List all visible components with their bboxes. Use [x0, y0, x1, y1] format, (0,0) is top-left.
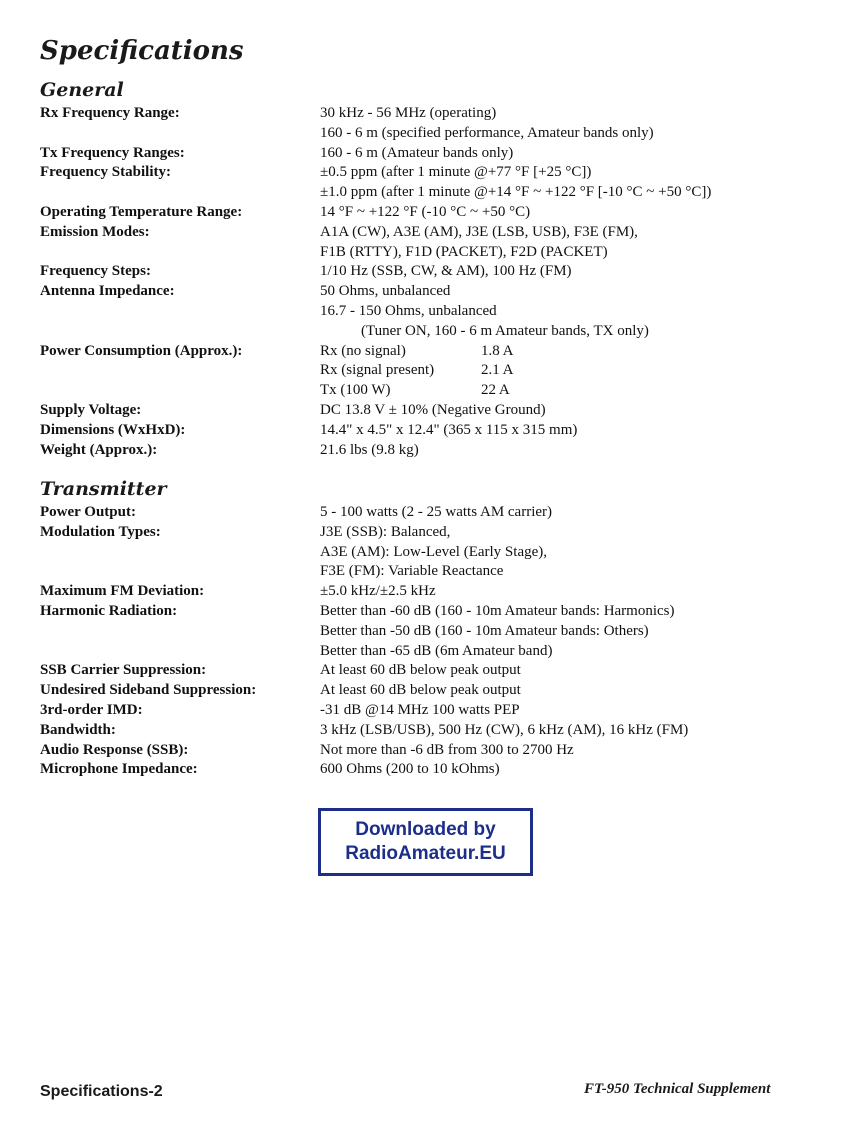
spec-row — [40, 421, 820, 441]
spec-value — [320, 342, 514, 401]
spec-row — [40, 741, 820, 761]
footer-page-label: Specifications-2 — [40, 1083, 163, 1100]
footer-document-title: FT-950 Technical Supplement — [584, 1081, 771, 1097]
power-condition: Rx (no signal) — [320, 342, 406, 359]
power-consumption-item — [320, 361, 514, 381]
stamp-line-2: RadioAmateur.EU — [345, 843, 506, 864]
spec-value-line: 1/10 Hz (SSB, CW, & AM), 100 Hz (FM) — [320, 263, 572, 280]
spec-row — [40, 203, 820, 223]
spec-value — [320, 441, 419, 461]
section-heading-transmitter: Transmitter — [40, 478, 167, 500]
spec-row — [40, 681, 820, 701]
spec-value — [320, 104, 654, 144]
spec-value — [320, 602, 675, 661]
spec-value-line: 160 - 6 m (Amateur bands only) — [320, 144, 514, 161]
spec-row — [40, 760, 820, 780]
spec-label: Audio Response (SSB): — [40, 741, 189, 758]
spec-row — [40, 441, 820, 461]
spec-label: Undesired Sideband Suppression: — [40, 682, 257, 699]
spec-row — [40, 661, 820, 681]
spec-value-line: At least 60 dB below peak output — [320, 682, 521, 699]
spec-row — [40, 523, 820, 582]
spec-value — [320, 203, 530, 223]
spec-row — [40, 262, 820, 282]
spec-label: Power Output: — [40, 504, 136, 520]
spec-value — [320, 223, 638, 263]
spec-label: Frequency Stability: — [40, 164, 171, 181]
power-consumption-item — [320, 381, 514, 401]
spec-value-line: ±1.0 ppm (after 1 minute @+14 °F ~ +122 °F [-10 °C ~ +50 °C]) — [320, 184, 712, 201]
spec-row — [40, 401, 820, 421]
spec-row — [40, 602, 820, 661]
spec-value-line: 50 Ohms, unbalanced — [320, 283, 451, 300]
general-spec-list — [40, 104, 820, 460]
spec-value-line: DC 13.8 V ± 10% (Negative Ground) — [320, 401, 546, 418]
spec-label: Emission Modes: — [40, 223, 150, 240]
spec-row — [40, 503, 820, 523]
spec-row — [40, 721, 820, 741]
spec-value-line: 3 kHz (LSB/USB), 500 Hz (CW), 6 kHz (AM), 16 kHz (FM) — [320, 721, 689, 738]
spec-value-line: A1A (CW), A3E (AM), J3E (LSB, USB), F3E (FM), — [320, 223, 638, 240]
spec-label: Microphone Impedance: — [40, 761, 198, 778]
spec-row — [40, 144, 820, 164]
spec-value-line: At least 60 dB below peak output — [320, 662, 521, 679]
spec-value — [320, 721, 688, 741]
spec-value — [320, 282, 649, 341]
spec-row — [40, 223, 820, 263]
spec-value — [320, 144, 513, 164]
spec-value-line: ±0.5 ppm (after 1 minute @+77 °F [+25 °C]) — [320, 164, 592, 181]
spec-label: Weight (Approx.): — [40, 441, 158, 458]
stamp-line-1: Downloaded by — [355, 819, 496, 840]
spec-value — [320, 262, 572, 282]
spec-row — [40, 163, 820, 203]
power-consumption-item — [320, 342, 514, 362]
spec-value-line: 30 kHz - 56 MHz (operating) — [320, 105, 497, 121]
spec-value-line: 5 - 100 watts (2 - 25 watts AM carrier) — [320, 504, 553, 520]
spec-label: Maximum FM Deviation: — [40, 583, 205, 600]
spec-value — [320, 163, 711, 203]
spec-value — [320, 582, 436, 602]
spec-row — [40, 282, 820, 341]
spec-value — [320, 701, 520, 721]
power-current: 22 A — [481, 382, 510, 399]
section-heading-general: General — [40, 79, 124, 101]
spec-row — [40, 104, 820, 144]
transmitter-spec-list — [40, 503, 820, 780]
spec-label: Dimensions (WxHxD): — [40, 421, 186, 438]
spec-label: Bandwidth: — [40, 721, 116, 738]
spec-value — [320, 523, 547, 582]
spec-label: Frequency Steps: — [40, 263, 151, 280]
spec-label: 3rd-order IMD: — [40, 701, 143, 718]
spec-value-line: Not more than -6 dB from 300 to 2700 Hz — [320, 741, 574, 758]
spec-value-line: 600 Ohms (200 to 10 kOhms) — [320, 761, 500, 778]
power-current: 2.1 A — [481, 362, 514, 379]
spec-value — [320, 401, 546, 421]
download-stamp — [318, 808, 533, 876]
spec-value — [320, 741, 574, 761]
spec-label: Modulation Types: — [40, 523, 161, 540]
power-current: 1.8 A — [481, 342, 514, 359]
spec-value-line: 16.7 - 150 Ohms, unbalanced — [320, 302, 497, 319]
spec-row — [40, 582, 820, 602]
spec-value-line: 21.6 lbs (9.8 kg) — [320, 441, 419, 458]
spec-label: Power Consumption (Approx.): — [40, 342, 243, 359]
spec-value-line: -31 dB @14 MHz 100 watts PEP — [320, 701, 520, 718]
power-condition: Rx (signal present) — [320, 362, 435, 379]
spec-value-line: Better than -50 dB (160 - 10m Amateur bands: Others) — [320, 622, 649, 639]
spec-value-line: J3E (SSB): Balanced, — [320, 523, 451, 540]
spec-row-power-consumption — [40, 342, 820, 401]
spec-value — [320, 421, 577, 441]
spec-label: Rx Frequency Range: — [40, 105, 180, 121]
spec-value-line: F1B (RTTY), F1D (PACKET), F2D (PACKET) — [320, 243, 608, 260]
spec-value-line: Better than -65 dB (6m Amateur band) — [320, 642, 553, 659]
spec-label: Tx Frequency Ranges: — [40, 144, 185, 161]
power-condition: Tx (100 W) — [320, 382, 391, 399]
spec-value-line: F3E (FM): Variable Reactance — [320, 563, 504, 580]
page-title: Specifications — [40, 36, 244, 66]
spec-value — [320, 661, 521, 681]
spec-value-line: A3E (AM): Low-Level (Early Stage), — [320, 543, 548, 560]
spec-label: SSB Carrier Suppression: — [40, 662, 207, 679]
spec-value-line: 14 °F ~ +122 °F (-10 °C ~ +50 °C) — [320, 203, 531, 220]
spec-label: Operating Temperature Range: — [40, 203, 243, 220]
spec-value-line: 160 - 6 m (specified performance, Amateur bands only) — [320, 124, 654, 141]
spec-value-line: (Tuner ON, 160 - 6 m Amateur bands, TX only) — [361, 322, 649, 339]
spec-row — [40, 701, 820, 721]
spec-value — [320, 503, 552, 523]
spec-value-line: ±5.0 kHz/±2.5 kHz — [320, 583, 436, 600]
spec-value-line: Better than -60 dB (160 - 10m Amateur bands: Harmonics) — [320, 602, 675, 619]
spec-value-line: 14.4" x 4.5" x 12.4" (365 x 115 x 315 mm) — [320, 421, 578, 438]
spec-label: Harmonic Radiation: — [40, 602, 178, 619]
spec-label: Antenna Impedance: — [40, 283, 175, 300]
spec-value — [320, 681, 521, 701]
spec-label: Supply Voltage: — [40, 401, 142, 418]
spec-value — [320, 760, 500, 780]
